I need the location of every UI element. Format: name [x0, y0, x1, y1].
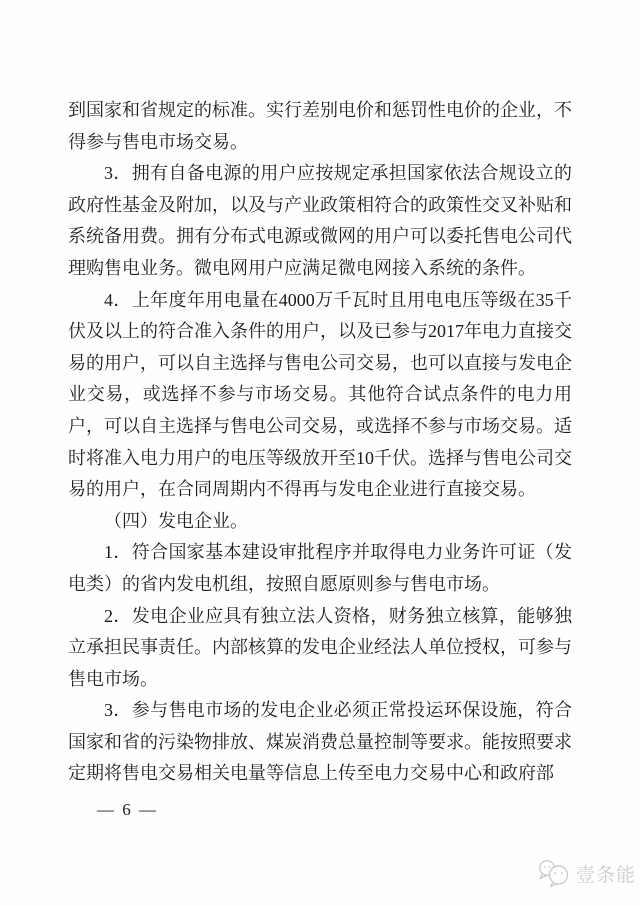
- body-paragraph-item2-generation: 2．发电企业应具有独立法人资格，财务独立核算，能够独立承担民事责任。内部核算的发电企业经法人单位授权，可参与售电市场。: [68, 605, 572, 689]
- body-paragraph-item3-users: 3．拥有自备电源的用户应按规定承担国家依法合规设立的政府性基金及附加，以及与产业政策相符合的政策性交叉补贴和系统备用费。拥有分布式电源或微网的用户可以委托售电公司代理购售电业务。微电网用户应满足微电网接入系统的条件。: [68, 163, 572, 278]
- watermark-text: 壹条能: [576, 864, 637, 886]
- wechat-icon: [537, 858, 571, 888]
- section-heading-generation-enterprises: （四）发电企业。: [104, 510, 248, 531]
- watermark: [537, 858, 636, 888]
- body-paragraph-continuation: 到国家和省规定的标准。实行差别电价和惩罚性电价的企业，不得参与售电市场交易。: [68, 100, 572, 152]
- body-paragraph-item1-generation: 1．符合国家基本建设审批程序并取得电力业务许可证（发电类）的省内发电机组，按照自愿原则参与售电市场。: [68, 542, 572, 594]
- document-body: [68, 95, 572, 790]
- body-paragraph-item4-users: 4．上年度年用电量在4000万千瓦时且用电电压等级在35千伏及以上的符合准入条件的用户，以及已参与2017年电力直接交易的用户，可以自主选择与售电公司交易，也可以直接与发电企业交易，或选择不参与市场交易。其他符合试点条件的电力用户，可以自主选择与售电公司交易，或选择不参与市场交易。适时将准入电力用户的电压等级放开至10千伏。选择与售电公司交易的用户，在合同周期内不得再与发电企业进行直接交易。: [68, 289, 572, 500]
- page-number: — 6 —: [97, 800, 158, 819]
- body-paragraph-item3-generation: 3．参与售电市场的发电企业必须正常投运环保设施，符合国家和省的污染物排放、煤炭消费总量控制等要求。能按照要求定期将售电交易相关电量等信息上传至电力交易中心和政府部: [68, 700, 572, 784]
